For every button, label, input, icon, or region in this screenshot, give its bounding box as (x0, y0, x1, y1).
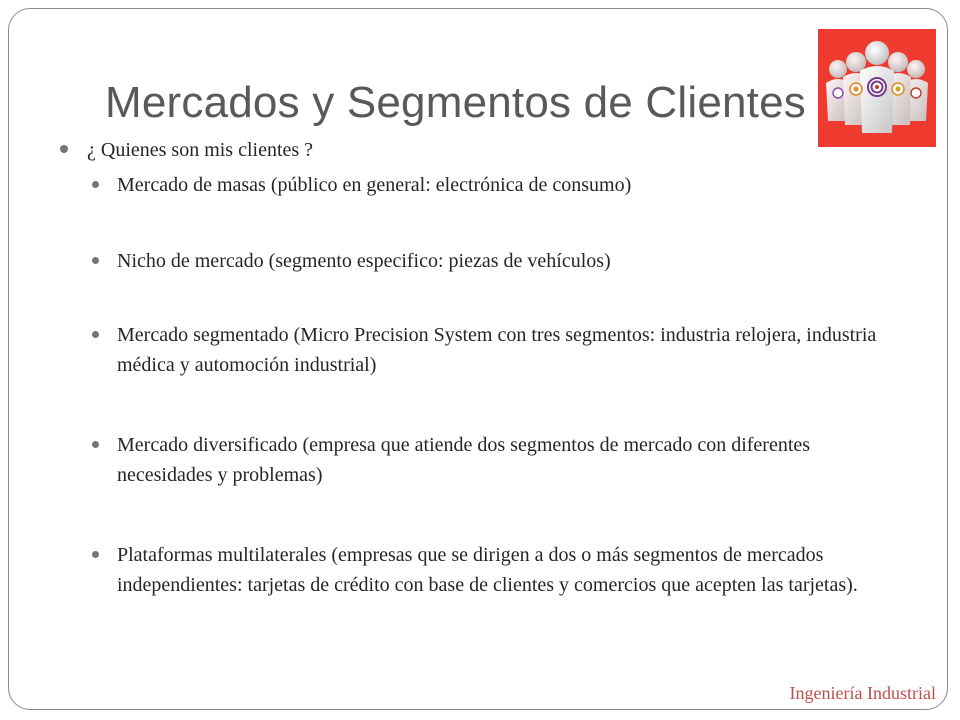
bullet-dot (92, 257, 99, 264)
slide-title: Mercados y Segmentos de Clientes (105, 78, 806, 127)
question-text: ¿ Quienes son mis clientes ? (87, 139, 314, 161)
bullet-dot (92, 331, 99, 338)
footer-text: Ingeniería Industrial (789, 683, 936, 703)
list-item: Mercado segmentado (Micro Precision System con tres segmentos: industria relojera, industria médica y automoción industrial) (117, 324, 877, 376)
bullet-dot (92, 441, 99, 448)
list-item: Mercado diversificado (empresa que atiende dos segmentos de mercado con diferentes necesidades y problemas) (117, 434, 811, 486)
bullet-dot (92, 181, 99, 188)
bullet-dot (92, 551, 99, 558)
list-item: Plataformas multilaterales (empresas que se dirigen a dos o más segmentos de mercados independientes: tarjetas de crédito con base de clientes y comercios que acepten las tarjetas). (117, 544, 858, 596)
bullet-dot (60, 145, 68, 153)
list-item: Mercado de masas (público en general: electrónica de consumo) (117, 174, 632, 196)
list-item: Nicho de mercado (segmento especifico: piezas de vehículos) (117, 250, 611, 272)
